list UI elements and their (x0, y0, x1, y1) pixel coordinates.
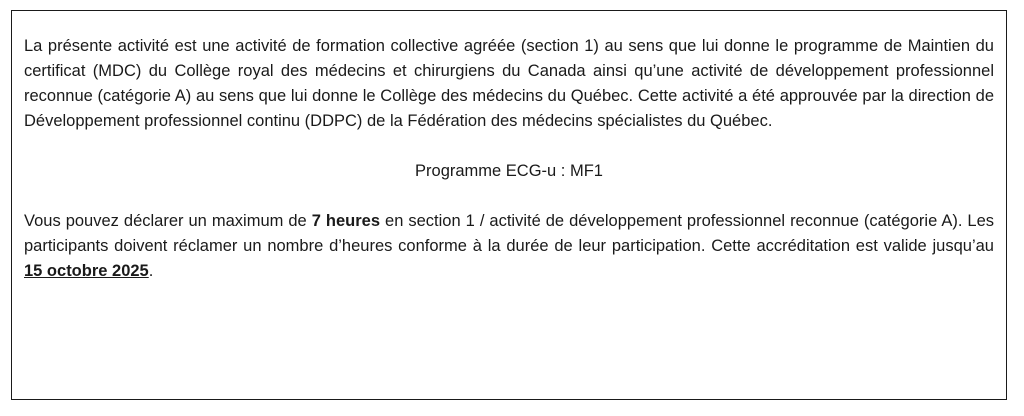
program-title: Programme ECG-u : MF1 (415, 162, 603, 180)
notice-content (24, 34, 994, 284)
accreditation-notice-box (11, 10, 1007, 400)
max-hours: 7 heures (311, 212, 381, 230)
hours-text-after: en section 1 / activité de développement professionnel reconnue (catégorie A). Les participants doivent réclamer un nombre d’heures conforme à la durée de leur participation. Cette accréditation est valide jusqu’au (24, 212, 995, 255)
validity-date: 15 octobre 2025 (24, 262, 149, 280)
hours-text-before: Vous pouvez déclarer un maximum de (24, 212, 312, 230)
hours-paragraph (24, 209, 994, 284)
accreditation-paragraph: La présente activité est une activité de formation collective agréée (section 1) au sens que lui donne le programme de Maintien du certificat (MDC) du Collège royal des médecins et chirurgiens du Canada ainsi qu’une activité de développement professionnel reconnue (catégorie A) au sens que lui donne le Collège des médecins du Québec. Cette activité a été approuvée par la direction de Développement professionnel continu (DDPC) de la Fédération des médecins spécialistes du Québec. (24, 37, 994, 130)
hours-text-end: . (148, 262, 154, 280)
